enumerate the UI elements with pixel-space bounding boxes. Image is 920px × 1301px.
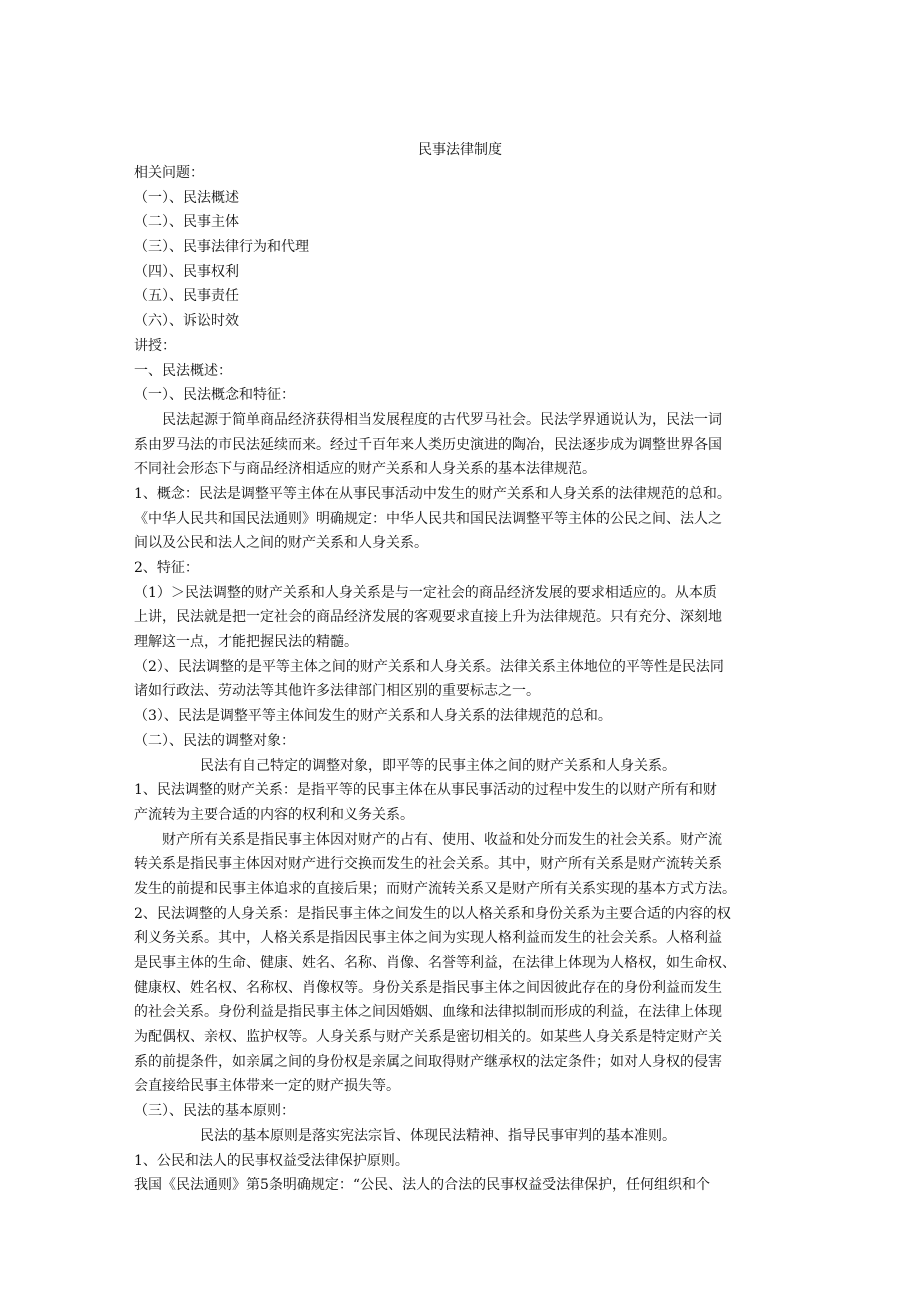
subsection-heading: （三）、民法的基本原则： [134, 1103, 295, 1120]
list-item: （二）、民事主体 [134, 214, 239, 231]
paragraph-line: 2、民法调整的人身关系：是指民事主体之间发生的以人格关系和身份关系为主要合适的内容的权 [134, 905, 731, 922]
paragraph-line: 产流转为主要合适的内容的权利和义务关系。 [134, 806, 414, 823]
list-item: （四）、民事权利 [134, 263, 239, 280]
paragraph-line: 诸如行政法、劳动法等其他许多法律部门相区别的重要标志之一。 [134, 683, 540, 700]
paragraph-line: 上讲，民法就是把一定社会的商品经济发展的客观要求直接上升为法律规范。只有充分、深刻地 [134, 609, 722, 626]
paragraph-line: 2、特征： [134, 560, 199, 576]
paragraph-line: 转关系是指民事主体因对财产进行交换而发生的社会关系。其中，财产所有关系是财产流转关系 [134, 856, 722, 873]
list-item: （三）、民事法律行为和代理 [134, 239, 309, 256]
section-heading: 一、民法概述： [134, 362, 232, 379]
paragraph-line: 利义务关系。其中，人格关系是指因民事主体之间为实现人格利益而发生的社会关系。人格利益 [134, 930, 722, 947]
paragraph-line: 系由罗马法的市民法延续而来。经过千百年来人类历史演进的陶冶，民法逐步成为调整世界各国 [134, 436, 722, 453]
paragraph-line: 民法的基本原则是落实宪法宗旨、体现民法精神、指导民事审判的基本准则。 [200, 1127, 676, 1144]
subsection-heading: （一）、民法概念和特征： [134, 387, 295, 404]
paragraph-line: 《中华人民共和国民法通则》明确规定：中华人民共和国民法调整平等主体的公民之间、法人之 [134, 510, 722, 527]
paragraph-line: 不同社会形态下与商品经济相适应的财产关系和人身关系的基本法律规范。 [134, 461, 596, 478]
paragraph-line: 是民事主体的生命、健康、姓名、名称、肖像、名誉等利益，在法律上体现为人格权，如生命权、 [134, 955, 736, 971]
paragraph-line: 系的前提条件，如亲属之间的身份权是亲属之间取得财产继承权的法定条件；如对人身权的侵害 [134, 1053, 722, 1070]
document-body [134, 161, 798, 1198]
list-item: （一）、民法概述 [134, 189, 239, 206]
paragraph-line: 理解这一点，才能把握民法的精髓。 [134, 634, 358, 651]
paragraph-line: 1、公民和法人的民事权益受法律保护原则。 [134, 1152, 409, 1169]
paragraph-line: 1、概念：民法是调整平等主体在从事民事活动中发生的财产关系和人身关系的法律规范的总和。 [134, 485, 731, 502]
list-item: （六）、诉讼时效 [134, 313, 239, 330]
paragraph-line: （3）、民法是调整平等主体间发生的财产关系和人身关系的法律规范的总和。 [134, 708, 612, 725]
paragraph-line: 间以及公民和法人之间的财产关系和人身关系。 [134, 535, 428, 552]
paragraph-line: 财产所有关系是指民事主体因对财产的占有、使用、收益和处分而发生的社会关系。财产流 [162, 831, 722, 848]
paragraph-line: 的社会关系。身份利益是指民事主体之间因婚姻、血缘和法律拟制而形成的利益，在法律上体现 [134, 1004, 722, 1021]
paragraph-line: 我国《民法通则》第5条明确规定：“公民、法人的合法的民事权益受法律保护，任何组织和个 [134, 1177, 711, 1194]
paragraph-line: 民法起源于简单商品经济获得相当发展程度的古代罗马社会。民法学界通说认为，民法一词 [162, 411, 722, 428]
paragraph-line: 会直接给民事主体带来一定的财产损失等。 [134, 1078, 400, 1095]
section-heading: 相关问题： [134, 165, 204, 181]
paragraph-line: 民法有自己特定的调整对象，即平等的民事主体之间的财产关系和人身关系。 [200, 757, 676, 774]
paragraph-line: 发生的前提和民事主体追求的直接后果；而财产流转关系又是财产所有关系实现的基本方式方法。 [134, 880, 736, 897]
paragraph-line: 1、民法调整的财产关系：是指平等的民事主体在从事民事活动的过程中发生的以财产所有和财 [134, 782, 717, 799]
section-heading: 讲授： [134, 337, 176, 354]
document-title: 民事法律制度 [418, 142, 502, 158]
paragraph-line: （1）＞民法调整的财产关系和人身关系是与一定社会的商品经济发展的要求相适应的。从本质 [134, 584, 717, 601]
list-item: （五）、民事责任 [134, 288, 239, 305]
paragraph-line: 健康权、姓名权、名称权、肖像权等。身份关系是指民事主体之间因彼此存在的身份利益而发生 [134, 979, 722, 996]
paragraph-line: 为配偶权、亲权、监护权等。人身关系与财产关系是密切相关的。如某些人身关系是特定财产关 [134, 1029, 722, 1046]
paragraph-line: （2）、民法调整的是平等主体之间的财产关系和人身关系。法律关系主体地位的平等性是民法同 [134, 658, 724, 675]
subsection-heading: （二）、民法的调整对象： [134, 732, 295, 749]
